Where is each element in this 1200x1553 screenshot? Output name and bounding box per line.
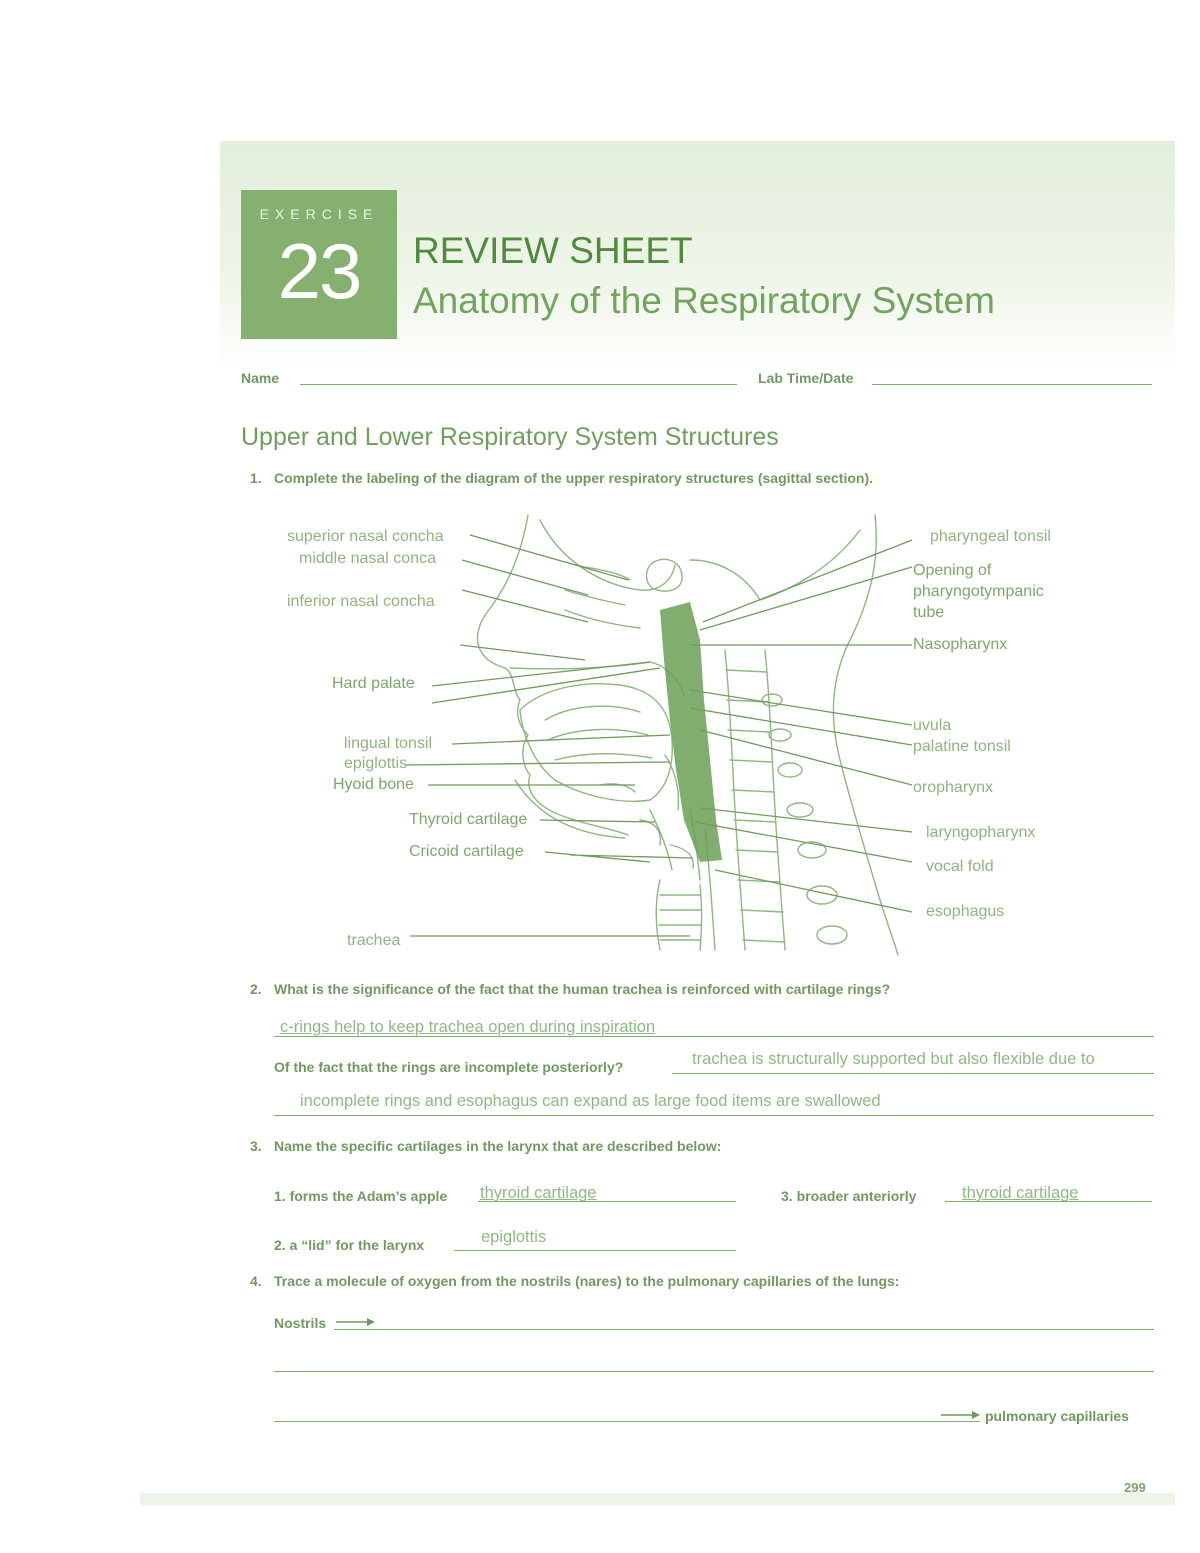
q4-end-label: pulmonary capillaries [985,1408,1129,1424]
spinous-process-4 [787,803,813,817]
face-profile [478,515,628,835]
q1-text: Complete the labeling of the diagram of the upper respiratory structures (sagittal section). [274,470,873,486]
leader-blank-nose [460,645,585,660]
arrow-right-icon [940,1408,982,1422]
label-oropharynx: oropharynx [913,779,994,796]
q4-answer-line-2[interactable] [274,1371,1154,1372]
label-uvula: uvula [913,717,952,734]
q4-number: 4. [250,1273,262,1289]
label-laryngopharynx: laryngopharynx [926,824,1036,841]
page-subtitle: Anatomy of the Respiratory System [413,280,995,321]
label-opening-line3: tube [913,604,945,621]
lab-time-label: Lab Time/Date [758,370,854,386]
leader-superior-concha [470,535,628,580]
spine-front [725,650,745,950]
arrow-right-icon [335,1315,377,1329]
label-vocal-fold: vocal fold [926,858,994,875]
hard-palate-shape [510,662,650,669]
label-opening-line2: pharyngotympanic [913,583,1044,600]
leader-esophagus [715,870,912,912]
q3-item2-line [454,1250,736,1251]
label-inferior-nasal-concha: inferior nasal concha [287,593,435,610]
label-cricoid-cartilage: Cricoid cartilage [409,843,524,860]
nasal-cavity-outline [540,520,675,590]
q3-item3-answer[interactable]: thyroid cartilage [962,1184,1079,1202]
leader-inferior-concha [462,590,588,622]
q2-answer-2-line1[interactable]: trachea is structurally supported but also flexible due to [692,1050,1095,1068]
q3-item2-answer[interactable]: epiglottis [481,1228,547,1246]
label-nasopharynx: Nasopharynx [913,636,1008,653]
q4-start-label: Nostrils [274,1315,327,1331]
middle-concha-shape [565,590,625,605]
sphenoid-sinus [646,559,682,591]
q2-answer-2-line1-rule [672,1073,1154,1074]
q2-followup: Of the fact that the rings are incomplete posteriorly? [274,1059,624,1075]
spinous-process-7 [817,926,847,944]
label-superior-nasal-concha: superior nasal concha [287,528,444,545]
q3-number: 3. [250,1138,262,1154]
leader-pharyngeal-tonsil [703,540,912,622]
airway-highlight [660,602,722,862]
q3-item1-answer[interactable]: thyroid cartilage [480,1184,597,1202]
q2-answer-1-line [274,1036,1154,1037]
label-palatine-tonsil: palatine tonsil [913,738,1011,755]
q4-answer-line-3[interactable] [274,1421,980,1422]
exercise-label: EXERCISE [259,206,379,222]
q2-answer-2-line2-rule [274,1115,1154,1116]
q3-text: Name the specific cartilages in the larynx that are described below: [274,1138,722,1154]
label-pharyngeal-tonsil: pharyngeal tonsil [930,528,1051,545]
page-title: REVIEW SHEET [413,230,693,271]
exercise-number: 23 [277,227,361,315]
leader-uvula [690,690,912,725]
q3-item3-label: 3. broader anteriorly [781,1188,917,1204]
spinous-process-2 [769,729,791,741]
q3-item3-line [945,1201,1152,1202]
footer-band [140,1493,1175,1505]
label-middle-nasal-conca: middle nasal conca [299,550,436,567]
spinous-process-3 [778,763,802,777]
q4-text: Trace a molecule of oxygen from the nostrils (nares) to the pulmonary capillaries of the lungs: [274,1273,900,1289]
q4-answer-line-1[interactable] [334,1329,1154,1330]
q2-answer-1[interactable]: c-rings help to keep trachea open during inspiration [280,1018,656,1036]
label-thyroid-cartilage: Thyroid cartilage [409,811,528,828]
label-hard-palate: Hard palate [332,675,415,692]
q3-item2-label: 2. a “lid” for the larynx [274,1237,425,1253]
q2-text: What is the significance of the fact that the human trachea is reinforced with cartilage rings? [274,981,891,997]
label-lingual-tonsil: lingual tonsil [344,735,433,752]
tongue-fibres [545,706,652,760]
trachea-rings [659,895,701,940]
section-title: Upper and Lower Respiratory System Structures [241,423,779,451]
leader-opening [700,567,912,630]
cricoid-cartilage-shape [670,845,693,868]
tongue-outline [520,684,672,802]
q1-number: 1. [250,470,262,486]
leader-epiglottis [405,762,670,765]
q2-answer-2-line2[interactable]: incomplete rings and esophagus can expand as large food items are swallowed [300,1092,881,1110]
leader-thyroid [540,820,655,822]
label-opening-line1: Opening of [913,562,992,579]
label-hyoid-bone: Hyoid bone [333,776,414,793]
name-label: Name [241,370,280,386]
label-epiglottis: epiglottis [344,755,408,772]
leader-cricoid [545,852,693,862]
label-trachea: trachea [347,932,401,949]
label-esophagus: esophagus [926,903,1005,920]
leader-lingual-tonsil [452,735,670,744]
spinous-process-5 [798,842,826,858]
page-number: 299 [1124,1480,1146,1495]
q2-number: 2. [250,981,262,997]
leader-palatine-tonsil [690,708,912,745]
q3-item1-line [478,1201,736,1202]
q3-item1-label: 1. forms the Adam’s apple [274,1188,448,1204]
leader-middle-concha [462,560,588,595]
